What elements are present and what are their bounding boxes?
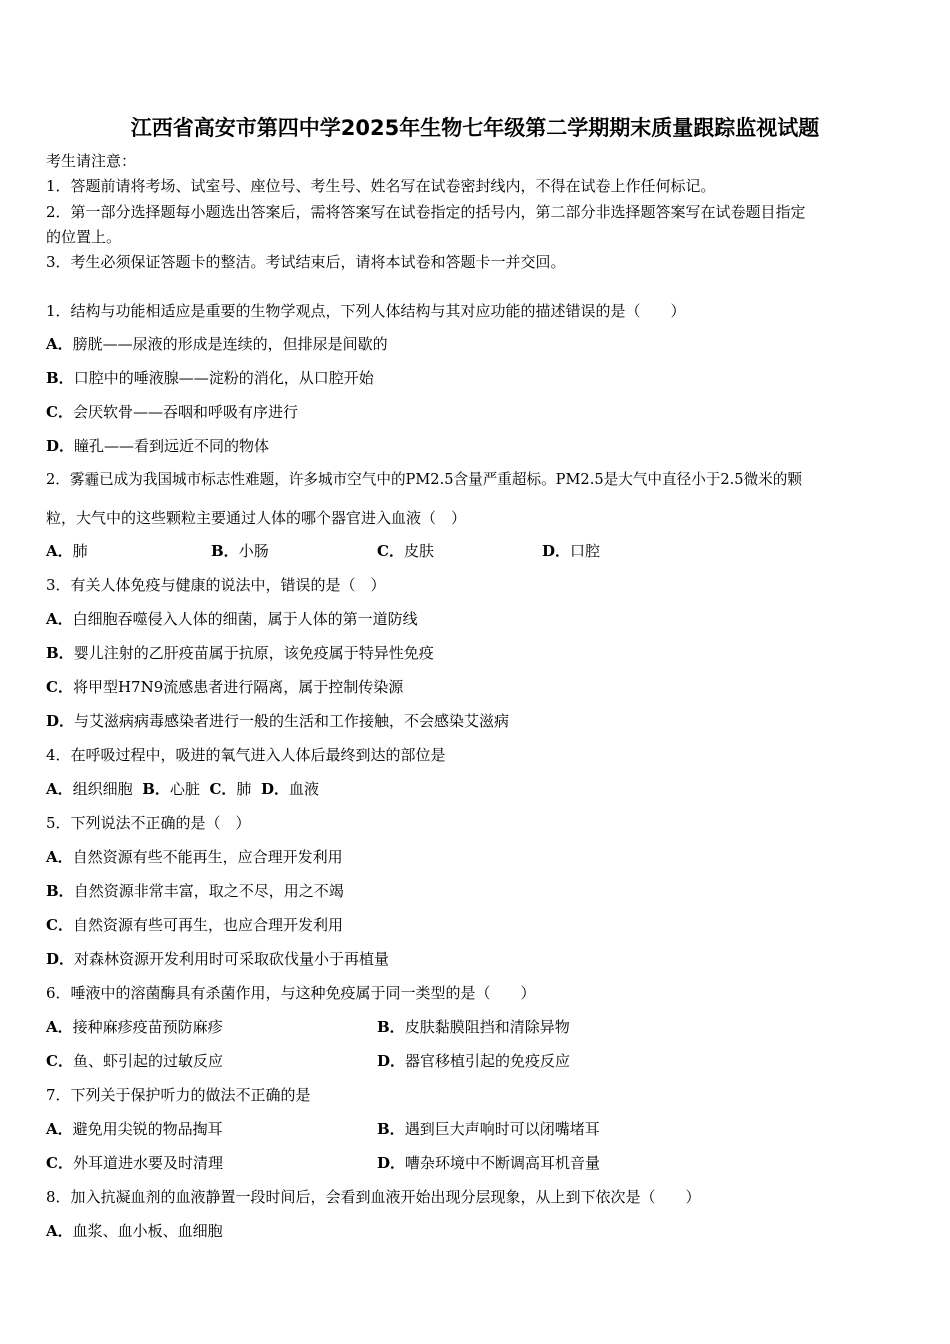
option-text: 膀胱——尿液的形成是连续的，但排尿是间歇的	[72, 335, 388, 353]
option-text: 血浆、血小板、血细胞	[72, 1222, 223, 1240]
option-text: 自然资源有些可再生，也应合理开发利用	[72, 916, 343, 934]
option-label: A．	[46, 335, 73, 353]
option-text: 接种麻疹疫苗预防麻疹	[72, 1018, 223, 1036]
option-label: B．	[377, 1120, 405, 1138]
option-label: B．	[46, 882, 74, 900]
option	[377, 1153, 600, 1173]
option	[46, 1017, 223, 1037]
option	[377, 1119, 600, 1139]
option-label: A．	[46, 848, 73, 866]
question-stem: 4．在呼吸过程中，吸进的氧气进入人体后最终到达的部位是	[46, 746, 446, 764]
option-text: 自然资源有些不能再生，应合理开发利用	[72, 848, 343, 866]
option-label: B．	[142, 780, 170, 798]
option	[46, 1119, 223, 1139]
notice-heading: 考生请注意：	[46, 152, 137, 170]
option	[46, 609, 418, 629]
question-stem: 7．下列关于保护听力的做法不正确的是	[46, 1086, 311, 1104]
option-text: 避免用尖锐的物品掏耳	[72, 1120, 223, 1138]
option-row	[46, 1119, 906, 1139]
option-row	[46, 1153, 906, 1173]
option-label: D．	[46, 950, 75, 968]
option	[211, 541, 269, 561]
option-label: C．	[377, 542, 404, 560]
option-text: 肺	[236, 780, 252, 798]
option	[377, 541, 434, 561]
option-text: 血液	[288, 780, 319, 798]
option-label: C．	[46, 678, 73, 696]
option-label: D．	[46, 712, 75, 730]
option	[46, 949, 389, 969]
option-label: D．	[46, 437, 75, 455]
option-label: B．	[211, 542, 239, 560]
page-title: 江西省高安市第四中学2025年生物七年级第二学期期末质量跟踪监视试题	[130, 116, 820, 140]
option-label: C．	[46, 1154, 73, 1172]
option-text: 肺	[72, 542, 88, 560]
option-label: A．	[46, 542, 73, 560]
option-label: A．	[46, 1018, 73, 1036]
option-text: 将甲型H7N9流感患者进行隔离，属于控制传染源	[72, 678, 404, 696]
option-text: 婴儿注射的乙肝疫苗属于抗原，该免疫属于特异性免疫	[73, 644, 434, 662]
option-label: B．	[46, 369, 74, 387]
option	[46, 334, 388, 354]
option-text: 鱼、虾引起的过敏反应	[72, 1052, 223, 1070]
option	[542, 541, 600, 561]
option-label: A．	[46, 1222, 73, 1240]
notice-item: 1．答题前请将考场、试室号、座位号、考生号、姓名写在试卷密封线内，不得在试卷上作任何标记。	[46, 177, 716, 195]
option	[46, 541, 88, 561]
option	[46, 780, 133, 798]
option	[46, 711, 509, 731]
option	[46, 368, 374, 388]
option-text: 对森林资源开发利用时可采取砍伐量小于再植量	[74, 950, 390, 968]
option-label: B．	[377, 1018, 405, 1036]
option	[46, 436, 269, 456]
option	[142, 780, 200, 798]
option	[377, 1051, 570, 1071]
option	[46, 915, 343, 935]
option-text: 心脏	[169, 780, 200, 798]
option-text: 口腔中的唾液腺——淀粉的消化，从口腔开始	[73, 369, 374, 387]
option	[377, 1017, 570, 1037]
question-stem: 6．唾液中的溶菌酶具有杀菌作用，与这种免疫属于同一类型的是（ ）	[46, 984, 536, 1002]
question-stem: 1．结构与功能相适应是重要的生物学观点，下列人体结构与其对应功能的描述错误的是（ ）	[46, 302, 686, 320]
option	[261, 780, 319, 798]
option	[46, 643, 434, 663]
option-label: D．	[542, 542, 571, 560]
option-text: 皮肤	[403, 542, 434, 560]
option-text: 会厌软骨——吞咽和呼吸有序进行	[72, 403, 298, 421]
notice-item: 2．第一部分选择题每小题选出答案后，需将答案写在试卷指定的括号内，第二部分非选择题答案写在试卷题目指定	[46, 203, 806, 221]
option-label: A．	[46, 1120, 73, 1138]
option-label: C．	[209, 780, 237, 798]
option	[46, 677, 403, 697]
question-stem: 8．加入抗凝血剂的血液静置一段时间后，会看到血液开始出现分层现象，从上到下依次是（ ）	[46, 1188, 701, 1206]
option-text: 小肠	[238, 542, 269, 560]
option-label: C．	[46, 916, 73, 934]
notice-item: 3．考生必须保证答题卡的整洁。考试结束后，请将本试卷和答题卡一并交回。	[46, 253, 566, 271]
option	[46, 1051, 223, 1071]
option-label: A．	[46, 780, 73, 798]
option-label: B．	[46, 644, 74, 662]
question-stem: 5．下列说法不正确的是（ ）	[46, 814, 251, 832]
option-text: 口腔	[570, 542, 601, 560]
option-label: C．	[46, 403, 73, 421]
option-text: 自然资源非常丰富，取之不尽，用之不竭	[73, 882, 344, 900]
option-text: 遇到巨大声响时可以闭嘴堵耳	[404, 1120, 600, 1138]
option-label: D．	[377, 1154, 406, 1172]
option-text: 皮肤黏膜阻挡和清除异物	[404, 1018, 570, 1036]
option	[46, 847, 343, 867]
option-text: 与艾滋病病毒感染者进行一般的生活和工作接触，不会感染艾滋病	[74, 712, 510, 730]
option	[46, 1221, 223, 1241]
option	[209, 780, 251, 798]
option-label: A．	[46, 610, 73, 628]
option-label: D．	[260, 780, 289, 798]
option-label: C．	[46, 1052, 73, 1070]
option	[46, 402, 298, 422]
option	[46, 881, 344, 901]
option-row	[46, 541, 906, 561]
option-text: 白细胞吞噬侵入人体的细菌，属于人体的第一道防线	[72, 610, 418, 628]
option-row	[46, 779, 319, 799]
option-row	[46, 1017, 906, 1037]
option	[46, 1153, 223, 1173]
option-text: 外耳道进水要及时清理	[72, 1154, 223, 1172]
question-stem-continued: 粒，大气中的这些颗粒主要通过人体的哪个器官进入血液（ ）	[46, 509, 467, 527]
option-text: 器官移植引起的免疫反应	[405, 1052, 571, 1070]
option-text: 瞳孔——看到远近不同的物体	[74, 437, 270, 455]
question-stem: 3．有关人体免疫与健康的说法中，错误的是（ ）	[46, 576, 386, 594]
option-text: 组织细胞	[72, 780, 133, 798]
notice-item: 的位置上。	[46, 228, 122, 246]
option-label: D．	[377, 1052, 406, 1070]
question-stem: 2．雾霾已成为我国城市标志性难题，许多城市空气中的PM2.5含量严重超标。PM2.5是大气中直径小于2.5微米的颗	[46, 471, 802, 488]
option-text: 嘈杂环境中不断调高耳机音量	[405, 1154, 601, 1172]
option-row	[46, 1051, 906, 1071]
